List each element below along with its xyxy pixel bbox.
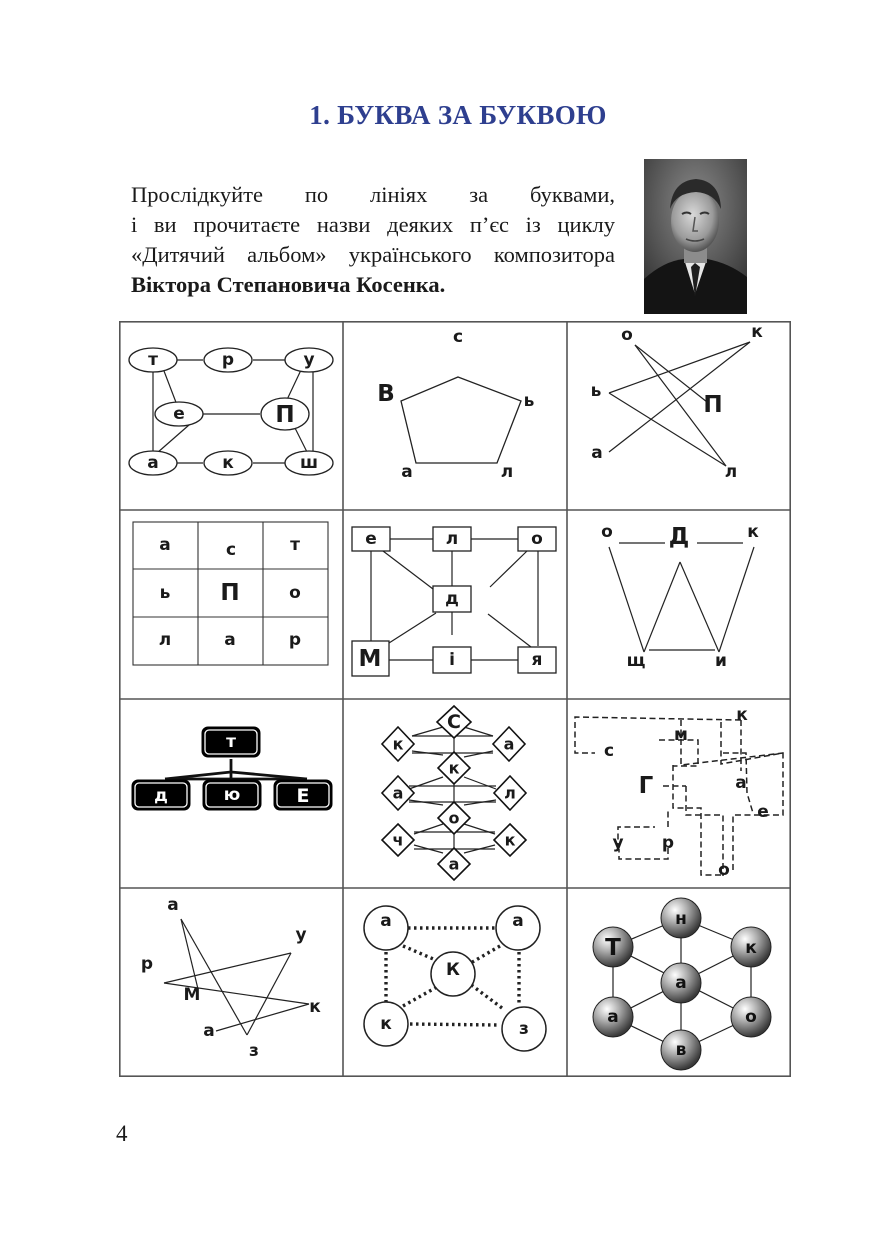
- letter: у: [295, 925, 307, 945]
- letter: р: [140, 954, 154, 974]
- letter: о: [745, 1007, 757, 1027]
- intro-line-1: Прослідкуйте по лініях за буквами,: [131, 182, 615, 207]
- letter: П: [220, 580, 240, 606]
- letter: р: [661, 833, 675, 853]
- letter: Д: [668, 524, 690, 550]
- puzzle-10: [141, 895, 321, 1061]
- letter: о: [448, 808, 460, 828]
- puzzle-12: [593, 898, 771, 1070]
- puzzle-11: [364, 906, 546, 1051]
- letter: к: [504, 830, 516, 850]
- composer-portrait: [644, 159, 747, 314]
- letter: і: [449, 650, 455, 670]
- composer-name: Віктора Степановича Косенка.: [131, 272, 446, 297]
- letter: П: [703, 392, 723, 418]
- puzzle-8: [382, 706, 526, 880]
- letter: д: [154, 786, 168, 806]
- letter: и: [715, 651, 727, 671]
- letter: а: [735, 773, 747, 793]
- letter: к: [736, 705, 748, 725]
- letter: е: [173, 404, 185, 424]
- letter: я: [531, 650, 543, 670]
- letter: к: [392, 734, 404, 754]
- letter: т: [226, 732, 236, 752]
- letter: с: [452, 327, 464, 347]
- letter: П: [275, 402, 295, 428]
- puzzle-3: [591, 322, 764, 482]
- letter: а: [401, 462, 413, 482]
- letter: Е: [296, 785, 310, 807]
- letter: а: [392, 783, 404, 803]
- letter: а: [675, 973, 687, 993]
- puzzle-9: [575, 705, 783, 880]
- letter: л: [500, 462, 514, 482]
- intro-line-3: «Дитячий альбом» українського композитора: [131, 242, 615, 267]
- letter: К: [446, 960, 460, 980]
- letter: р: [221, 350, 235, 370]
- letter: а: [503, 734, 515, 754]
- letter: ю: [223, 785, 241, 805]
- letter: л: [504, 783, 516, 803]
- intro-line-2: і ви прочитаєте назви деяких п’єс із циклу: [131, 212, 615, 237]
- letter: Г: [638, 773, 654, 799]
- letter: а: [380, 911, 392, 931]
- letter: ь: [590, 381, 602, 401]
- letter: ш: [299, 453, 319, 473]
- letter: а: [512, 911, 524, 931]
- puzzle-5: [352, 527, 556, 676]
- letter: а: [203, 1021, 215, 1041]
- letter: щ: [626, 651, 646, 671]
- letter: ь: [159, 583, 171, 603]
- letter: С: [447, 711, 461, 733]
- letter: м: [674, 725, 688, 745]
- letter: у: [612, 833, 624, 853]
- letter: ч: [392, 830, 404, 850]
- letter: о: [289, 583, 301, 603]
- letter: с: [603, 741, 615, 761]
- letter: о: [621, 325, 633, 345]
- puzzle-2: [377, 327, 534, 482]
- letter: а: [448, 854, 460, 874]
- letter: к: [745, 938, 757, 958]
- letter: л: [724, 462, 738, 482]
- letter: е: [365, 529, 377, 549]
- letter: е: [757, 802, 769, 822]
- puzzle-4: [133, 522, 328, 665]
- letter: а: [224, 630, 236, 650]
- puzzle-grid: [119, 321, 791, 1077]
- puzzle-1: [129, 348, 333, 475]
- puzzle-7: [132, 727, 332, 810]
- letter: к: [751, 322, 763, 342]
- letter: М: [183, 985, 201, 1005]
- letter: т: [148, 350, 158, 370]
- letter: о: [718, 860, 730, 880]
- letter: т: [290, 535, 300, 555]
- letter: д: [445, 589, 459, 609]
- letter: о: [601, 522, 613, 542]
- intro-paragraph: [131, 180, 615, 300]
- letter: к: [309, 997, 321, 1017]
- letter: з: [519, 1019, 529, 1039]
- letter: а: [607, 1007, 619, 1027]
- letter: ь: [523, 391, 535, 411]
- letter: к: [747, 522, 759, 542]
- letter: Т: [605, 935, 621, 961]
- letter: а: [159, 535, 171, 555]
- letter: с: [225, 540, 237, 560]
- letter: а: [147, 453, 159, 473]
- letter: н: [675, 909, 687, 929]
- letter: л: [445, 529, 459, 549]
- letter: о: [531, 529, 543, 549]
- puzzle-6: [601, 522, 759, 671]
- letter: к: [222, 453, 234, 473]
- page-title: 1. БУКВА ЗА БУКВОЮ: [309, 100, 607, 130]
- letter: к: [380, 1014, 392, 1034]
- letter: к: [448, 758, 460, 778]
- letter: л: [158, 630, 172, 650]
- letter: В: [377, 381, 395, 407]
- page-number: 4: [116, 1121, 128, 1146]
- letter: у: [303, 350, 315, 370]
- letter: в: [675, 1040, 687, 1060]
- letter: а: [591, 443, 603, 463]
- letter: з: [249, 1041, 259, 1061]
- letter: а: [167, 895, 179, 915]
- letter: р: [288, 630, 302, 650]
- letter: М: [358, 646, 382, 672]
